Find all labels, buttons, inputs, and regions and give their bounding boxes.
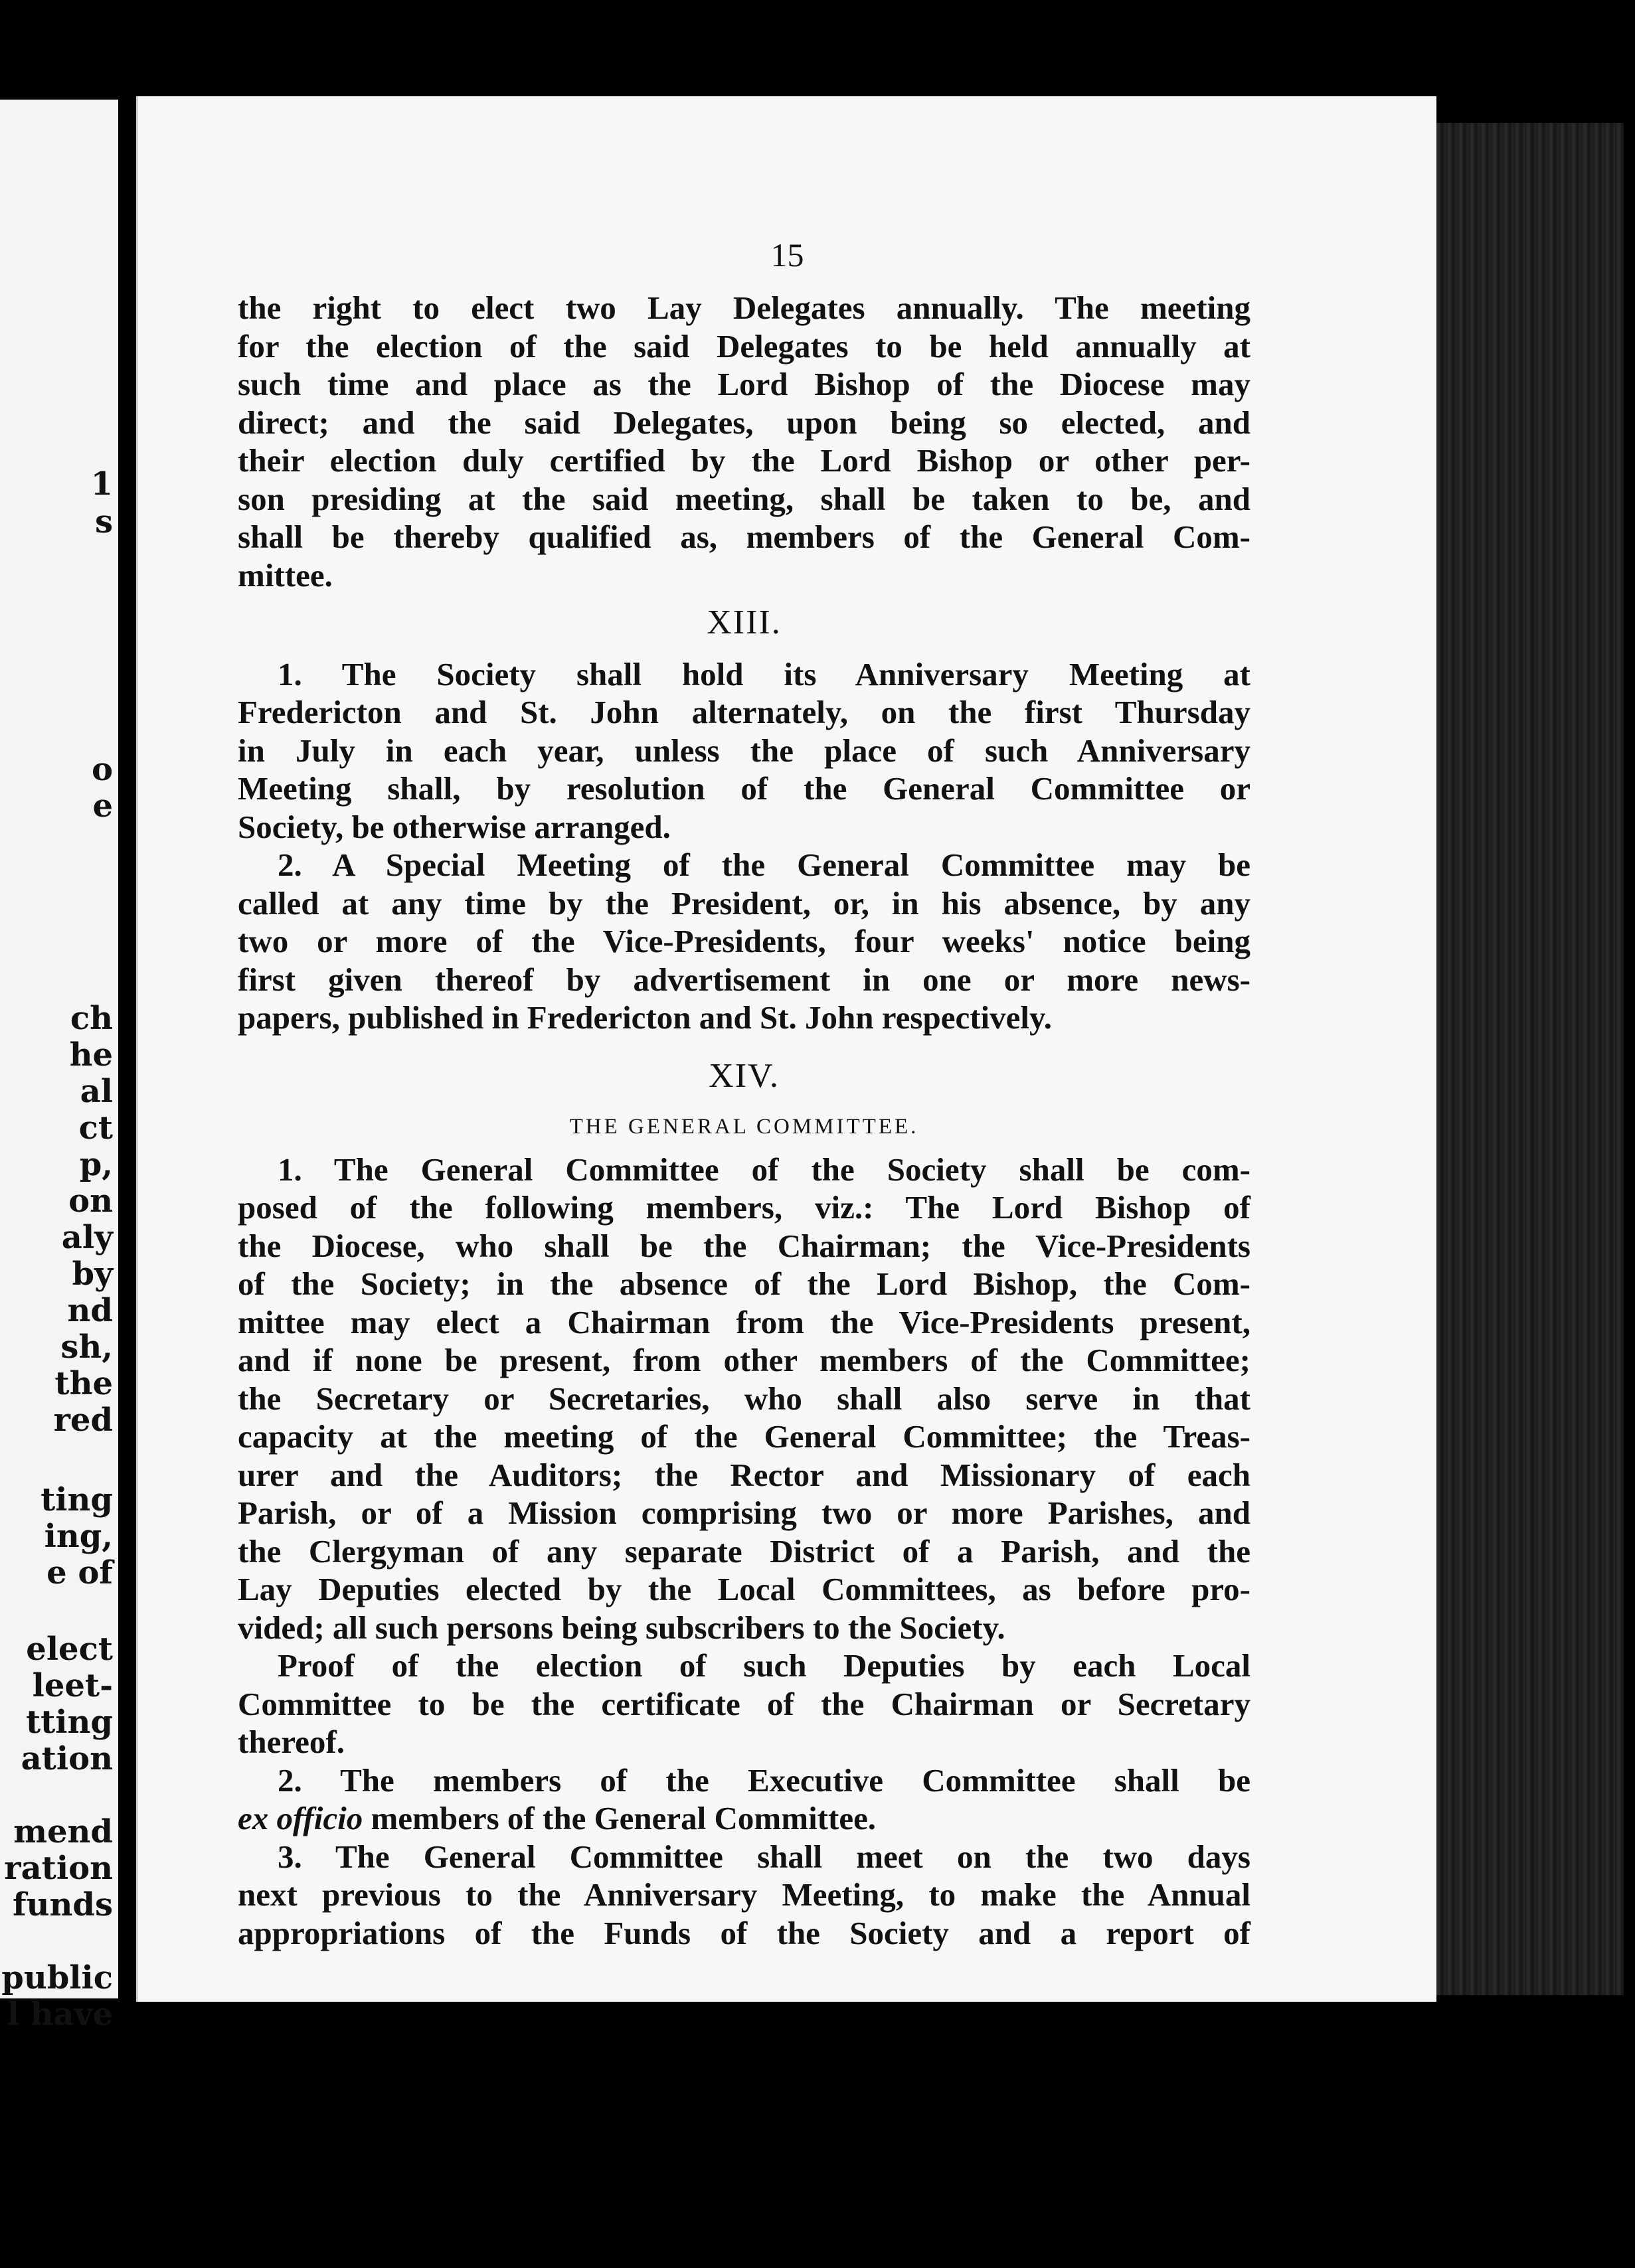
text-line: of the Society; in the absence of the Lord Bishop, the Com- — [238, 1265, 1250, 1302]
text-line: the Diocese, who shall be the Chairman; the Vice-Presidents — [238, 1227, 1250, 1264]
text-line: 3. The General Committee shall meet on the two days — [278, 1838, 1250, 1875]
text-line: called at any time by the President, or, in his absence, by any — [238, 884, 1250, 922]
facing-page-fragment — [0, 100, 118, 2033]
text-line: Proof of the election of such Deputies by each Local — [278, 1647, 1250, 1684]
facing-page-text: leet- — [32, 1667, 113, 1704]
facing-page-text: 1 — [90, 465, 113, 503]
text-line: thereof. — [238, 1724, 345, 1760]
text-line: papers, published in Fredericton and St. John respectively. — [238, 999, 1053, 1036]
text-line: their election duly certified by the Lord Bishop or other per- — [238, 442, 1250, 479]
facing-page-text: s — [94, 503, 113, 540]
text-line: first given thereof by advertisement in one or more news- — [238, 961, 1250, 998]
section-heading-xiv: XIV. — [709, 1056, 780, 1095]
text-line: capacity at the meeting of the General Committee; the Treas- — [238, 1418, 1250, 1455]
text-line: Society, be otherwise arranged. — [238, 808, 671, 845]
text-line: and if none be present, from other members of the Committee; — [238, 1342, 1250, 1378]
section-subheading: THE GENERAL COMMITTEE. — [569, 1115, 919, 1139]
book-edge — [1434, 123, 1624, 1995]
text-line: 2. The members of the Executive Committee shall be — [278, 1761, 1250, 1799]
text-line: 1. The Society shall hold its Anniversary Meeting at — [278, 655, 1250, 692]
text-line: mittee. — [238, 556, 333, 594]
text-fragment: members of the General Committee. — [363, 1800, 877, 1836]
facing-page-text: by — [72, 1256, 113, 1293]
text-line: direct; and the said Delegates, upon being so elected, and — [238, 404, 1250, 441]
facing-page-text: mend — [13, 1813, 113, 1850]
facing-page-text: ting — [41, 1481, 113, 1518]
text-line: Parish, or of a Mission comprising two or more Parishes, and — [238, 1495, 1250, 1531]
text-line: in July in each year, unless the place of such Anniversary — [238, 732, 1250, 769]
text-line: 1. The General Committee of the Society shall be com- — [278, 1151, 1250, 1188]
document-page — [136, 96, 1436, 2002]
text-line: the right to elect two Lay Delegates annually. The meeting — [238, 289, 1250, 326]
facing-page-text: nd — [67, 1292, 113, 1329]
facing-page-text: sh, — [60, 1329, 113, 1366]
section-heading-xiii: XIII. — [707, 604, 782, 641]
text-line: two or more of the Vice-Presidents, four weeks' notice being — [238, 923, 1250, 959]
text-line: the Secretary or Secretaries, who shall also serve in that — [238, 1380, 1250, 1417]
text-line: Committee to be the certificate of the Chairman or Secretary — [238, 1685, 1250, 1722]
text-line: appropriations of the Funds of the Society and a report of — [238, 1914, 1250, 1951]
section-gap — [238, 1037, 1250, 1048]
facing-page-text: e of — [46, 1554, 113, 1591]
facing-page-text: the — [54, 1365, 113, 1402]
facing-page-text: elect — [26, 1631, 113, 1668]
facing-page-text: ration — [4, 1850, 113, 1887]
facing-page-text: on — [68, 1182, 113, 1220]
facing-page-text: e — [92, 787, 113, 825]
text-line: shall be thereby qualified as, members of the General Com- — [238, 519, 1250, 555]
text-line: mittee may elect a Chairman from the Vice-Presidents present, — [238, 1303, 1250, 1340]
text-line: Fredericton and St. John alternately, on the first Thursday — [238, 694, 1250, 730]
text-line: next previous to the Anniversary Meeting, to make the Annual — [238, 1876, 1250, 1913]
facing-page-text: funds — [12, 1886, 113, 1923]
text-line: Lay Deputies elected by the Local Committees, as before pro- — [238, 1571, 1250, 1607]
page-body — [238, 289, 1250, 1952]
text-line: posed of the following members, viz.: The Lord Bishop of — [238, 1189, 1250, 1226]
italic-term: ex officio — [238, 1800, 363, 1836]
facing-page-text: ing, — [44, 1518, 113, 1555]
facing-page-text: l have — [7, 1996, 113, 2033]
text-line: for the election of the said Delegates to be held annually at — [238, 327, 1250, 364]
page-number: 15 — [770, 236, 804, 274]
text-line: such time and place as the Lord Bishop of the Diocese may — [238, 366, 1250, 402]
facing-page-text: p, — [79, 1146, 113, 1183]
facing-page-text: ch — [70, 1000, 113, 1037]
facing-page-text: public — [1, 1959, 113, 1996]
facing-page-text: aly — [61, 1219, 113, 1256]
text-line: vided; all such persons being subscribers to the Society. — [238, 1609, 1005, 1646]
facing-page-text: al — [80, 1073, 113, 1110]
facing-page-text: he — [69, 1036, 113, 1074]
text-line: son presiding at the said meeting, shall be taken to be, and — [238, 480, 1250, 517]
facing-page-text: ation — [21, 1740, 113, 1777]
text-line: 2. A Special Meeting of the General Committee may be — [278, 847, 1250, 883]
facing-page-text: ct — [78, 1109, 113, 1147]
text-line: Meeting shall, by resolution of the General Committee or — [238, 770, 1250, 807]
facing-page-text: tting — [25, 1704, 113, 1741]
text-line: urer and the Auditors; the Rector and Missionary of each — [238, 1456, 1250, 1493]
facing-page-text: red — [53, 1402, 113, 1439]
facing-page-text: o — [91, 751, 113, 788]
text-line: the Clergyman of any separate District of a Parish, and the — [238, 1532, 1250, 1570]
text-line-ex-officio — [238, 1799, 1250, 1838]
